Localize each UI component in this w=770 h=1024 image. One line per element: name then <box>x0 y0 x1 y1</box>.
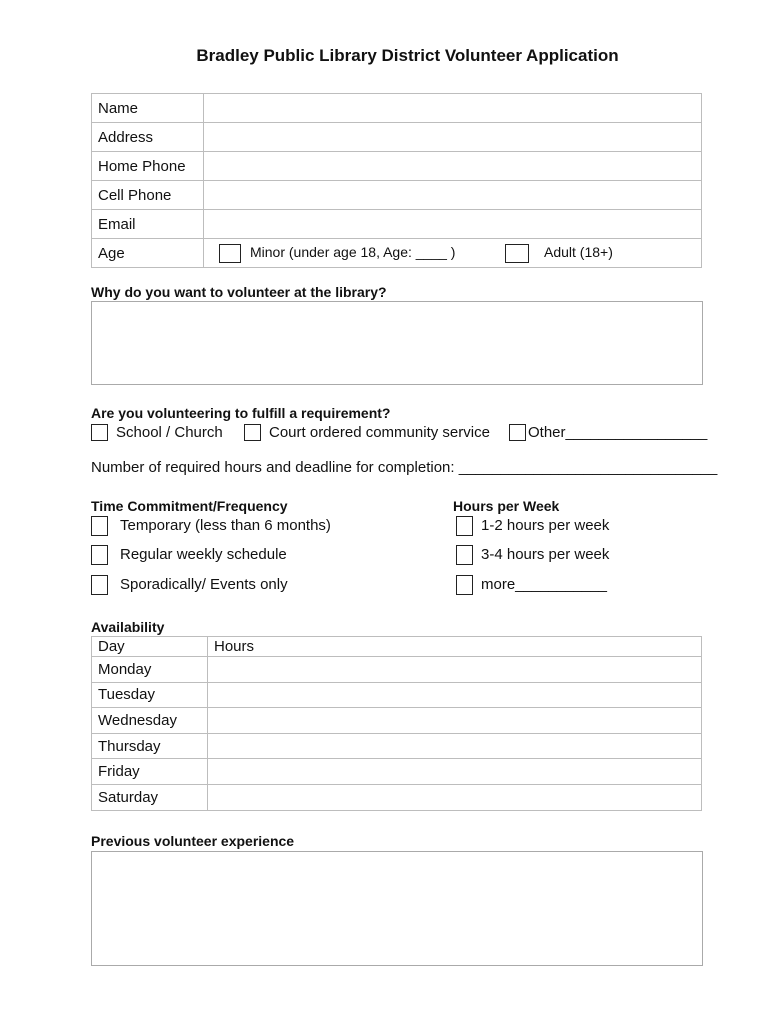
applicant-info-table <box>91 93 702 268</box>
temporary-label: Temporary (less than 6 months) <box>120 517 331 534</box>
day-friday: Friday <box>92 759 208 785</box>
cell-phone-field[interactable] <box>204 181 702 210</box>
hours-saturday-field[interactable] <box>208 784 702 810</box>
hours-1-2-checkbox[interactable] <box>456 516 473 536</box>
requirement-question: Are you volunteering to fulfill a requirement? <box>91 405 391 421</box>
home-phone-field[interactable] <box>204 152 702 181</box>
school-church-checkbox[interactable] <box>91 424 108 441</box>
day-tuesday: Tuesday <box>92 682 208 708</box>
address-field[interactable] <box>204 123 702 152</box>
page-title: Bradley Public Library District Volunteer Application <box>196 46 619 65</box>
required-hours-line: Number of required hours and deadline for completion: _______________________________ <box>91 459 718 476</box>
why-answer-box[interactable] <box>91 301 703 385</box>
other-label: Other_________________ <box>528 424 708 441</box>
sporadically-checkbox[interactable] <box>91 575 108 595</box>
court-ordered-label: Court ordered community service <box>269 424 490 441</box>
other-checkbox[interactable] <box>509 424 526 441</box>
name-label: Name <box>92 94 204 123</box>
day-monday: Monday <box>92 657 208 683</box>
hours-more-label: more___________ <box>481 576 607 593</box>
temporary-checkbox[interactable] <box>91 516 108 536</box>
sporadically-label: Sporadically/ Events only <box>120 576 288 593</box>
hours-1-2-label: 1-2 hours per week <box>481 517 610 534</box>
age-adult-label: Adult (18+) <box>544 244 613 260</box>
day-wednesday: Wednesday <box>92 708 208 734</box>
hours-more-checkbox[interactable] <box>456 575 473 595</box>
availability-heading: Availability <box>91 619 165 635</box>
age-minor-checkbox[interactable] <box>219 244 241 263</box>
home-phone-label: Home Phone <box>92 152 204 181</box>
hours-wednesday-field[interactable] <box>208 708 702 734</box>
regular-weekly-checkbox[interactable] <box>91 545 108 565</box>
hours-3-4-checkbox[interactable] <box>456 545 473 565</box>
table-row <box>92 759 702 785</box>
name-field[interactable] <box>204 94 702 123</box>
day-column-header: Day <box>92 637 208 657</box>
table-row <box>92 210 702 239</box>
day-thursday: Thursday <box>92 733 208 759</box>
experience-heading: Previous volunteer experience <box>91 833 295 849</box>
hours-column-header: Hours <box>208 637 702 657</box>
hours-friday-field[interactable] <box>208 759 702 785</box>
table-row <box>92 682 702 708</box>
day-saturday: Saturday <box>92 784 208 810</box>
address-label: Address <box>92 123 204 152</box>
hours-3-4-label: 3-4 hours per week <box>481 546 610 563</box>
table-row <box>92 733 702 759</box>
availability-table <box>91 636 702 811</box>
hours-thursday-field[interactable] <box>208 733 702 759</box>
email-field[interactable] <box>204 210 702 239</box>
cell-phone-label: Cell Phone <box>92 181 204 210</box>
age-minor-label: Minor (under age 18, Age: ____ ) <box>250 244 456 260</box>
hours-per-week-heading: Hours per Week <box>453 498 560 514</box>
school-church-label: School / Church <box>116 424 223 441</box>
time-commitment-heading: Time Commitment/Frequency <box>91 498 288 514</box>
table-row <box>92 123 702 152</box>
table-row <box>92 784 702 810</box>
age-adult-checkbox[interactable] <box>505 244 529 263</box>
why-question: Why do you want to volunteer at the library? <box>91 284 387 300</box>
table-row <box>92 94 702 123</box>
age-label: Age <box>92 239 204 268</box>
table-row <box>92 152 702 181</box>
table-row <box>92 181 702 210</box>
regular-weekly-label: Regular weekly schedule <box>120 546 287 563</box>
email-label: Email <box>92 210 204 239</box>
table-row <box>92 657 702 683</box>
table-row <box>92 708 702 734</box>
hours-monday-field[interactable] <box>208 657 702 683</box>
experience-answer-box[interactable] <box>91 851 703 966</box>
hours-tuesday-field[interactable] <box>208 682 702 708</box>
court-ordered-checkbox[interactable] <box>244 424 261 441</box>
table-row <box>92 637 702 657</box>
